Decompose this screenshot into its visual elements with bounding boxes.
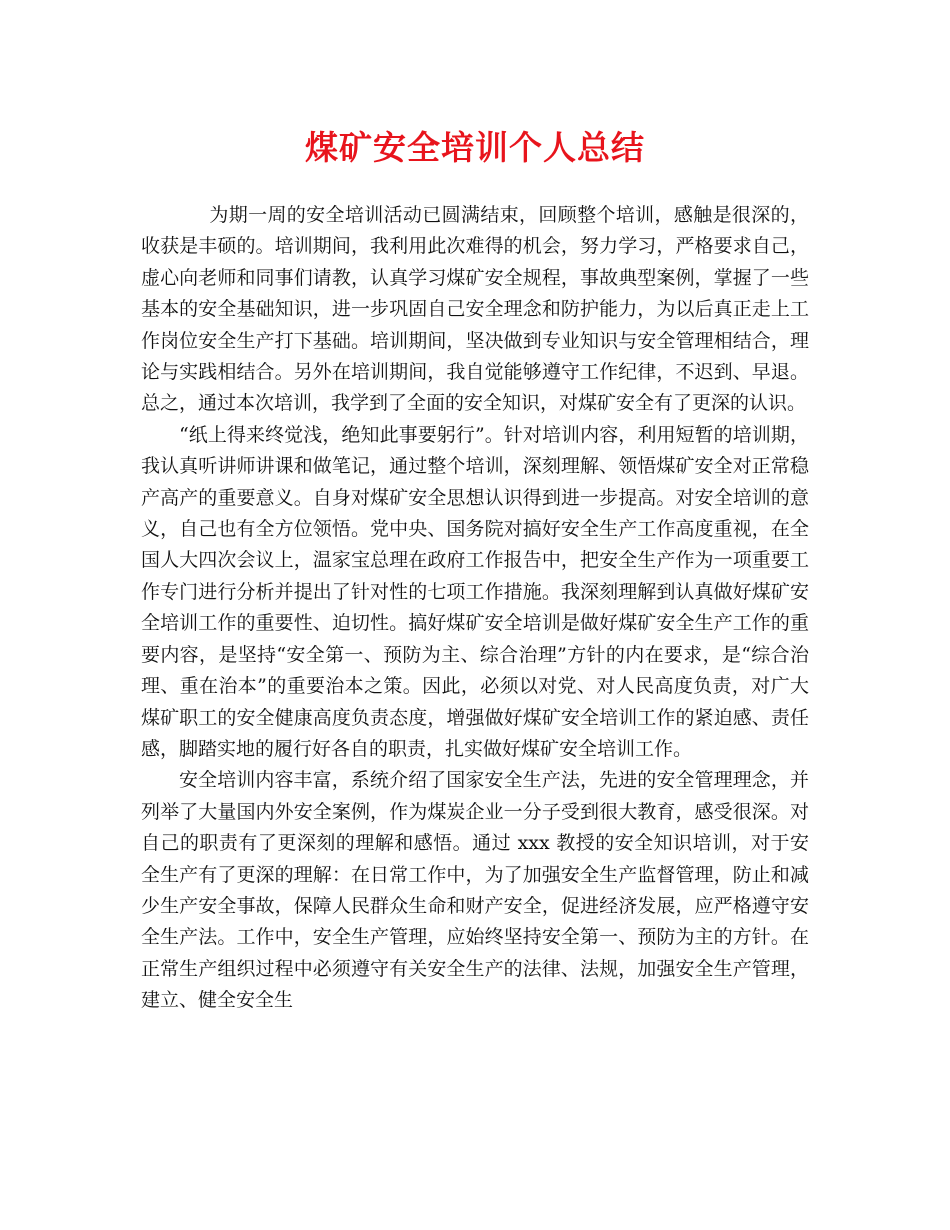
paragraph-3: 安全培训内容丰富，系统介绍了国家安全生产法，先进的安全管理理念，并列举了大量国内外安全案例，作为煤炭企业一分子受到很大教育，感受很深。对自己的职责有了更深刻的理解和感悟。通过 xxx 教授的安全知识培训，对于安全生产有了更深的理解：在日常工作中，为了加强安全生产监督管理，防止和减少生产安全事故，保障人民群众生命和财产安全，促进经济发展，应严格遵守安全生产法。工作中，安全生产管理，应始终坚持安全第一、预防为主的方针。在正常生产组织过程中必须遵守有关安全生产的法律、法规，加强安全生产管理，建立、健全安全生 [141, 769, 809, 1012]
document-title: 煤矿安全培训个人总结 [305, 128, 645, 167]
paragraph-1: 为期一周的安全培训活动已圆满结束，回顾整个培训，感触是很深的，收获是丰硕的。培训期间，我利用此次难得的机会，努力学习，严格要求自己，虚心向老师和同事们请教，认真学习煤矿安全规程，事故典型案例，掌握了一些基本的安全基础知识，进一步巩固自己安全理念和防护能力，为以后真正走上工作岗位安全生产打下基础。培训期间，坚决做到专业知识与安全管理相结合，理论与实践相结合。另外在培训期间，我自觉能够遵守工作纪律，不迟到、早退。总之，通过本次培训，我学到了全面的安全知识，对煤矿安全有了更深的认识。 [141, 204, 809, 415]
paragraph-2: “纸上得来终觉浅，绝知此事要躬行”。针对培训内容，利用短暂的培训期，我认真听讲师讲课和做笔记，通过整个培训，深刻理解、领悟煤矿安全对正常稳产高产的重要意义。自身对煤矿安全思想认识得到进一步提高。对安全培训的意义，自己也有全方位领悟。党中央、国务院对搞好安全生产工作高度重视，在全国人大四次会议上，温家宝总理在政府工作报告中，把安全生产作为一项重要工作专门进行分析并提出了针对性的七项工作措施。我深刻理解到认真做好煤矿安全培训工作的重要性、迫切性。搞好煤矿安全培训是做好煤矿安全生产工作的重要内容，是坚持“安全第一、预防为主、综合治理”方针的内在要求，是“综合治理、重在治本”的重要治本之策。因此，必须以对党、对人民高度负责，对广大煤矿职工的安全健康高度负责态度，增强做好煤矿安全培训工作的紧迫感、责任感，脚踏实地的履行好各自的职责，扎实做好煤矿安全培训工作。 [141, 423, 809, 760]
document-body [141, 200, 809, 1017]
